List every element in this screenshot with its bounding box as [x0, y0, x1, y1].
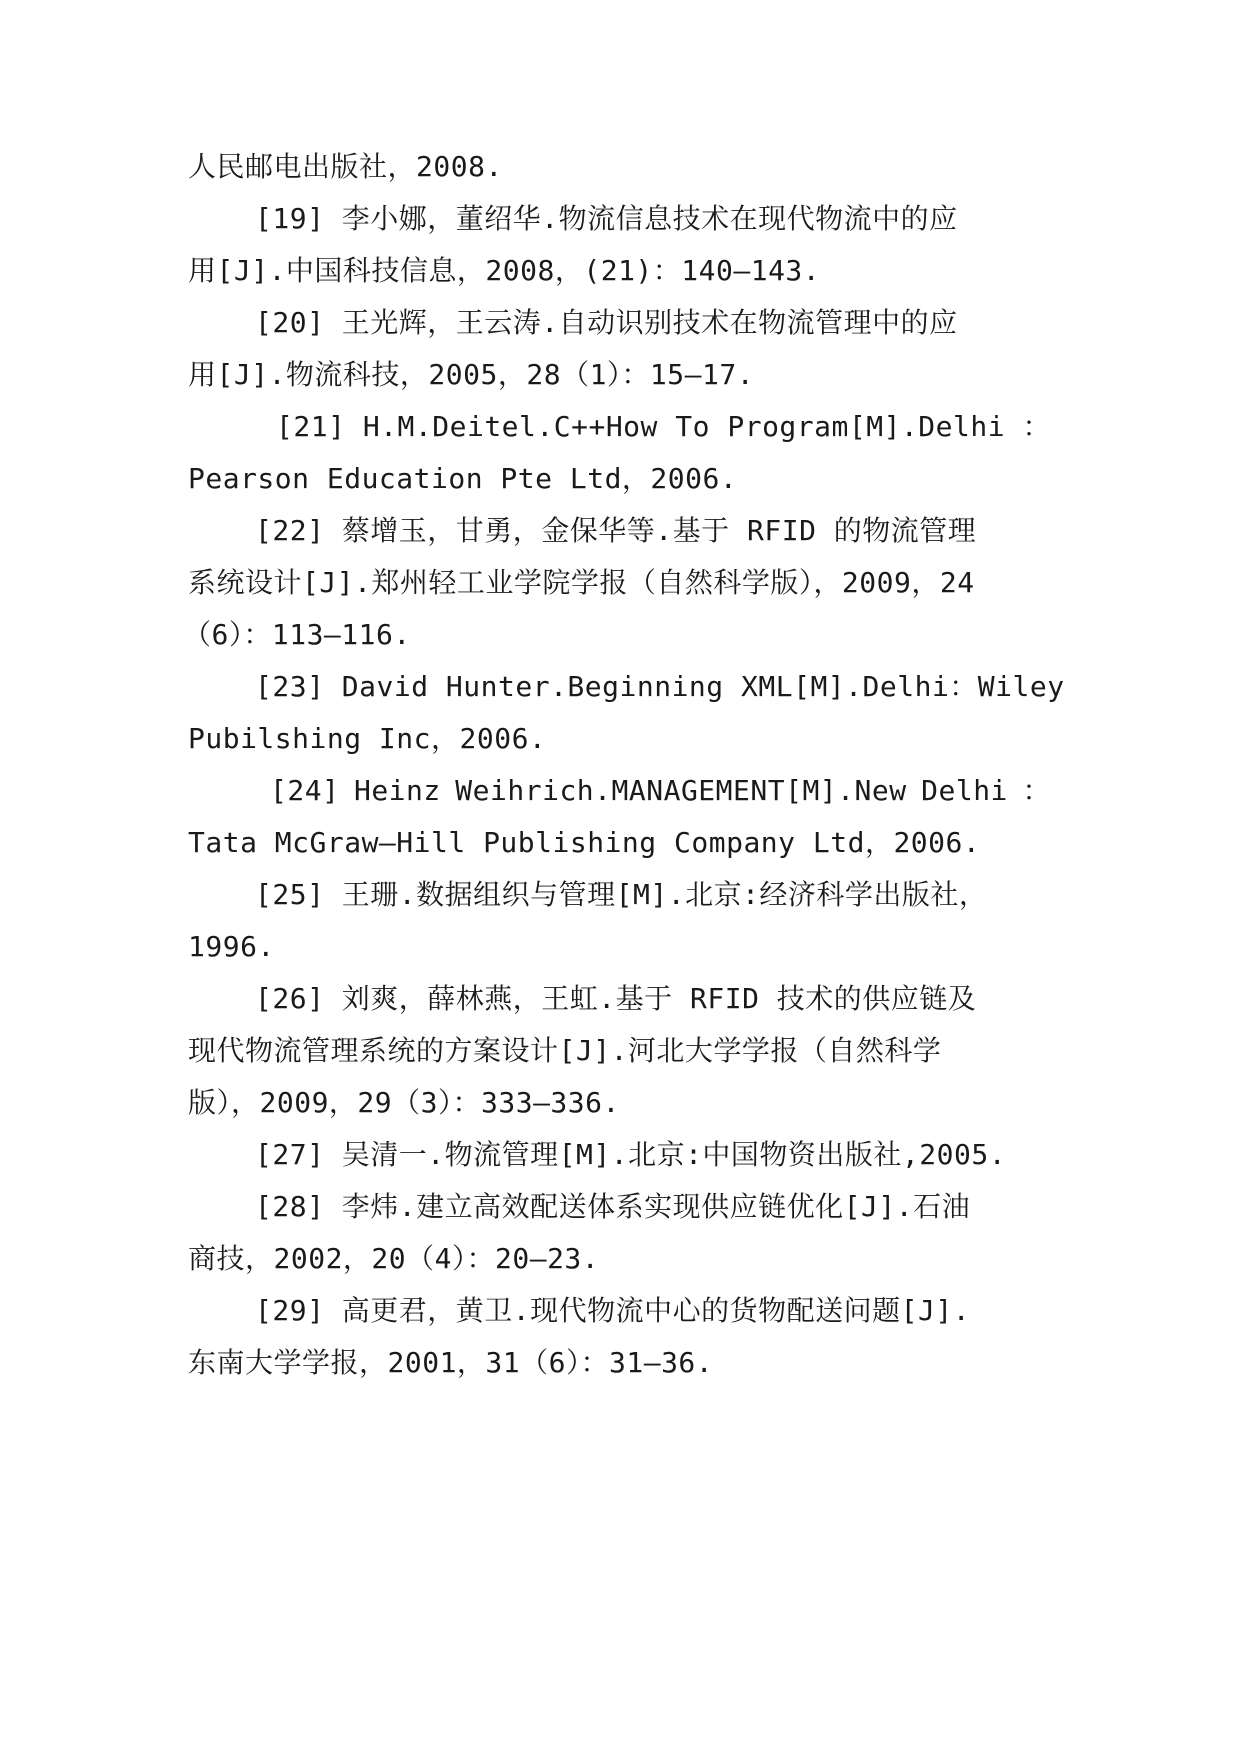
- reference-24-word: ：: [1022, 774, 1051, 807]
- reference-28-line-1: [28] 李炜.建立高效配送体系实现供应链优化[J].石油: [255, 1190, 971, 1223]
- reference-28-line-2: 商技，2002，20（4）：20—23.: [188, 1242, 600, 1275]
- reference-24-line-1: [270, 773, 1051, 809]
- reference-21-line-2: Pearson Education Pte Ltd，2006.: [188, 462, 738, 495]
- reference-22-line-1: [22] 蔡增玉，甘勇，金保华等.基于 RFID 的物流管理: [255, 514, 977, 547]
- reference-20-line-2: 用[J].物流科技，2005，28（1）：15—17.: [188, 358, 755, 391]
- reference-21-word: Program[M].Delhi: [727, 410, 1006, 443]
- reference-25-line-2: 1996.: [188, 930, 275, 963]
- reference-26-line-1: [26] 刘爽，薛林燕，王虹.基于 RFID 技术的供应链及: [255, 982, 977, 1015]
- reference-text-line: 人民邮电出版社，2008.: [188, 150, 503, 183]
- reference-21-word: To: [675, 410, 710, 443]
- reference-27-line-1: [27] 吴清一.物流管理[M].北京:中国物资出版社,2005.: [255, 1138, 1007, 1171]
- reference-19-line-1: [19] 李小娜，董绍华.物流信息技术在现代物流中的应: [255, 202, 958, 235]
- reference-24-word: Heinz: [353, 774, 441, 807]
- reference-21-word: ：: [1022, 410, 1051, 443]
- reference-24-word: Delhi: [921, 774, 1008, 807]
- reference-23-line-2: Pubilshing Inc，2006.: [188, 722, 547, 755]
- reference-24-word: [24]: [270, 774, 340, 807]
- reference-26-line-3: 版），2009，29（3）：333—336.: [188, 1086, 620, 1119]
- reference-25-line-1: [25] 王珊.数据组织与管理[M].北京:经济科学出版社，: [255, 878, 988, 911]
- reference-29-line-2: 东南大学学报，2001，31（6）：31—36.: [188, 1346, 714, 1379]
- reference-29-line-1: [29] 高更君，黄卫.现代物流中心的货物配送问题[J].: [255, 1294, 971, 1327]
- reference-24-word: Weihrich.MANAGEMENT[M].New: [455, 774, 907, 807]
- reference-22-line-3: （6）：113—116.: [183, 618, 411, 651]
- reference-24-line-2: Tata McGraw—Hill Publishing Company Ltd，2006.: [188, 826, 981, 859]
- reference-19-line-2: 用[J].中国科技信息，2008，(21)：140—143.: [188, 254, 821, 287]
- reference-20-line-1: [20] 王光辉，王云涛.自动识别技术在物流管理中的应: [255, 306, 958, 339]
- reference-23-line-1: [23] David Hunter.Beginning XML[M].Delhi：Wiley: [255, 670, 1065, 703]
- reference-26-line-2: 现代物流管理系统的方案设计[J].河北大学学报（自然科学: [188, 1034, 942, 1067]
- reference-21-word: H.M.Deitel.C++How: [362, 410, 658, 443]
- reference-21-word: [21]: [276, 410, 346, 443]
- reference-21-line-1: [276, 409, 1051, 445]
- reference-22-line-2: 系统设计[J].郑州轻工业学院学报（自然科学版），2009，24: [188, 566, 975, 599]
